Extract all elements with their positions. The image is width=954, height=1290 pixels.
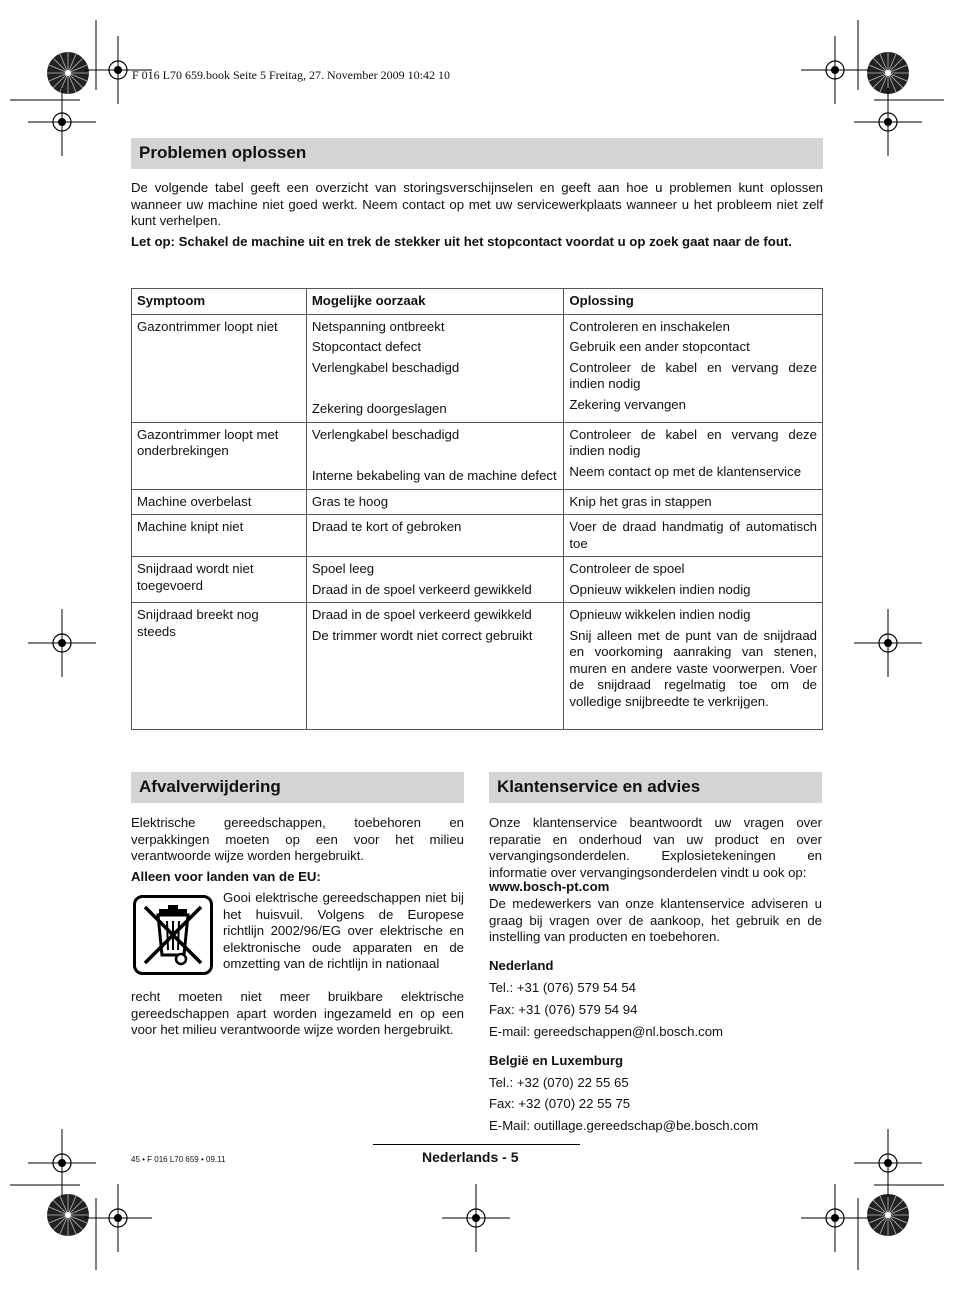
cause-text: Draad te kort of gebroken — [311, 519, 462, 534]
cause-cell — [306, 422, 564, 489]
column-header-cause: Mogelijke oorzaak — [306, 289, 564, 315]
symptom-cell: Gazontrimmer loopt niet — [132, 314, 307, 422]
service-intro: Onze klantenservice beantwoordt uw vragen over reparatie en onderhoud van uw product en over vervangingsonderdelen. Explosietekeningen en informatie over vervangingsonderdelen vindt u ook op: — [489, 815, 822, 880]
contact-tel-netherlands: Tel.: +31 (076) 579 54 54 — [489, 980, 636, 995]
cause-cell — [306, 314, 564, 422]
table-row — [132, 314, 823, 422]
star-target-bottom-right — [867, 1194, 909, 1236]
table-row — [132, 422, 823, 489]
column-header-solution: Oplossing — [564, 289, 823, 315]
solution-text: Voer de draad handmatig of automatisch toe — [569, 519, 817, 551]
footer-page-label: Nederlands - 5 — [422, 1149, 519, 1165]
table-row — [132, 515, 823, 557]
solution-cell — [564, 422, 823, 489]
symptom-cell: Machine overbelast — [132, 489, 307, 515]
footer-rule — [373, 1144, 580, 1145]
star-target-top-left — [47, 52, 89, 94]
contact-tel-belgium: Tel.: +32 (070) 22 55 65 — [489, 1075, 629, 1090]
footer-document-code: 45 • F 016 L70 659 • 09.11 — [131, 1155, 226, 1164]
solution-cell — [564, 515, 823, 557]
star-target-bottom-left — [47, 1194, 89, 1236]
crossed-out-wheelie-bin-icon — [133, 895, 213, 975]
service-advice: De medewerkers van onze klantenservice adviseren u graag bij vragen over de aankoop, het gebruik en de instelling van producten en toebehoren. — [489, 896, 822, 944]
symptom-cell: Snijdraad breekt nog steeds — [132, 603, 307, 730]
solution-text: Zekering vervangen — [569, 396, 686, 412]
solution-text: Opnieuw wikkelen indien nodig — [569, 607, 751, 622]
contact-fax-belgium: Fax: +32 (070) 22 55 75 — [489, 1096, 631, 1111]
contact-email-belgium[interactable]: E-Mail: outillage.gereedschap@be.bosch.com — [489, 1118, 759, 1133]
column-header-symptom: Symptoom — [132, 289, 307, 315]
solution-cell — [564, 603, 823, 730]
symptom-cell: Gazontrimmer loopt met onderbrekingen — [132, 422, 307, 489]
troubleshooting-table — [131, 288, 823, 730]
symptom-cell: Snijdraad wordt niet toegevoerd — [132, 557, 307, 603]
table-header-row — [132, 289, 823, 315]
contact-heading-belgium: België en Luxemburg — [489, 1053, 624, 1068]
solution-text: Knip het gras in stappen — [569, 493, 712, 509]
section-title-problems: Problemen oplossen — [131, 138, 823, 169]
file-info-header: F 016 L70 659.book Seite 5 Freitag, 27. November 2009 10:42 10 — [132, 68, 450, 82]
cause-text: Spoel leeg — [311, 561, 375, 576]
solution-text: Snij alleen met de punt van de snijdraad en voorkoming aanraking van stenen, muren en andere vaste voorwerpen. Voer de snijdraad regelmatig toe om de volledige snijbreedte te verkrijgen. — [569, 627, 817, 709]
website-link[interactable]: www.bosch-pt.com — [489, 879, 610, 894]
solution-cell — [564, 557, 823, 603]
cause-cell — [306, 515, 564, 557]
solution-cell — [564, 314, 823, 422]
cause-cell — [306, 603, 564, 730]
symptom-cell: Machine knipt niet — [132, 515, 307, 557]
section-title-service: Klantenservice en advies — [489, 772, 822, 803]
star-target-top-right — [867, 52, 909, 94]
solution-text: Controleer de kabel en vervang deze indien nodig — [569, 426, 817, 458]
contact-email-netherlands[interactable]: E-mail: gereedschappen@nl.bosch.com — [489, 1024, 724, 1039]
cause-cell — [306, 489, 564, 515]
cause-text: Netspanning ontbreekt — [311, 318, 445, 334]
problems-warning: Let op: Schakel de machine uit en trek de stekker uit het stopcontact voordat u op zoek gaat naar de fout. — [131, 234, 792, 249]
eu-heading: Alleen voor landen van de EU: — [131, 869, 321, 884]
table-row — [132, 557, 823, 603]
cause-text: Verlengkabel beschadigd — [311, 359, 460, 375]
cause-cell — [306, 557, 564, 603]
disposal-body-side: Gooi elektrische gereedschappen niet bij het huisvuil. Volgens de Europese richtlijn 2002/96/EG over elektrische en elektronische oude apparaten en de omzetting van de richtlijn in nationaal — [223, 890, 464, 971]
cause-text: De trimmer wordt niet correct gebruikt — [311, 627, 533, 643]
solution-text: Gebruik een ander stopcontact — [569, 339, 750, 354]
solution-text: Controleren en inschakelen — [569, 318, 730, 334]
cause-text: Interne bekabeling van de machine defect — [311, 468, 557, 483]
cause-text: Verlengkabel beschadigd — [311, 426, 460, 442]
contact-fax-netherlands: Fax: +31 (076) 579 54 94 — [489, 1002, 638, 1017]
problems-intro: De volgende tabel geeft een overzicht van storingsverschijnselen en geeft aan hoe u problemen kunt oplossen wanneer uw machine niet goed werkt. Neem contact op met uw servicewerkplaats wanneer u het probleem niet zelf kunt verhelpen. — [131, 180, 823, 228]
cause-text: Draad in de spoel verkeerd gewikkeld — [311, 607, 532, 622]
cause-text: Stopcontact defect — [311, 339, 422, 354]
table-row — [132, 603, 823, 730]
contact-heading-netherlands: Nederland — [489, 958, 554, 973]
disposal-intro: Elektrische gereedschappen, toebehoren en verpakkingen moeten op een voor het milieu verantwoorde wijze worden hergebruikt. — [131, 815, 464, 863]
solution-text: Neem contact op met de klantenservice — [569, 463, 802, 479]
solution-text: Controleer de spoel — [569, 561, 685, 576]
solution-text: Controleer de kabel en vervang deze indien nodig — [569, 359, 817, 391]
cause-text: Gras te hoog — [311, 493, 389, 509]
section-title-disposal: Afvalverwijdering — [131, 772, 464, 803]
solution-text: Opnieuw wikkelen indien nodig — [569, 581, 751, 597]
cause-text: Zekering doorgeslagen — [311, 401, 447, 416]
solution-cell — [564, 489, 823, 515]
disposal-body-full: recht moeten niet meer bruikbare elektrische gereedschappen apart worden ingezameld en op een voor het milieu verantwoorde wijze worden hergebruikt. — [131, 989, 464, 1037]
cause-text: Draad in de spoel verkeerd gewikkeld — [311, 581, 532, 597]
table-row — [132, 489, 823, 515]
